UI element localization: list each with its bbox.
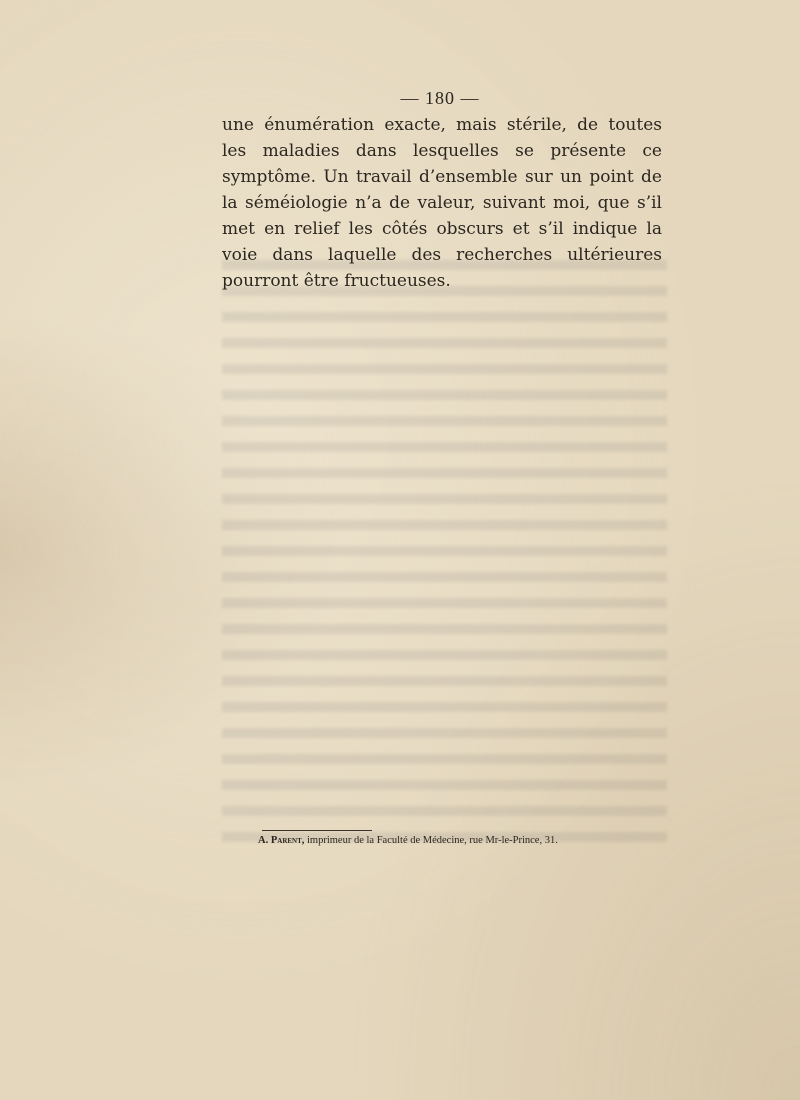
printer-name: Parent, — [270, 835, 305, 846]
printer-address: imprimeur de la Faculté de Médecine, rue Mr-le-Prince, 31. — [307, 835, 558, 846]
paragraph: une énumération exacte, mais stérile, de toutes les maladies dans lesquelles se présente ce symptôme. Un travail d’ensemble sur un point de la séméiologie n’a de valeur, suivant moi, que s’il met en relief les côtés obscurs et s’il indique la voie dans laquelle des recherches ultérieures pourront être fructueuses. — [222, 115, 662, 291]
body-text — [222, 112, 662, 294]
printer-initial: A. — [258, 835, 269, 846]
page-number: — 180 — — [400, 88, 480, 108]
bleed-through-texture — [222, 250, 667, 850]
footer-rule — [262, 830, 372, 831]
printer-imprint — [258, 835, 678, 846]
